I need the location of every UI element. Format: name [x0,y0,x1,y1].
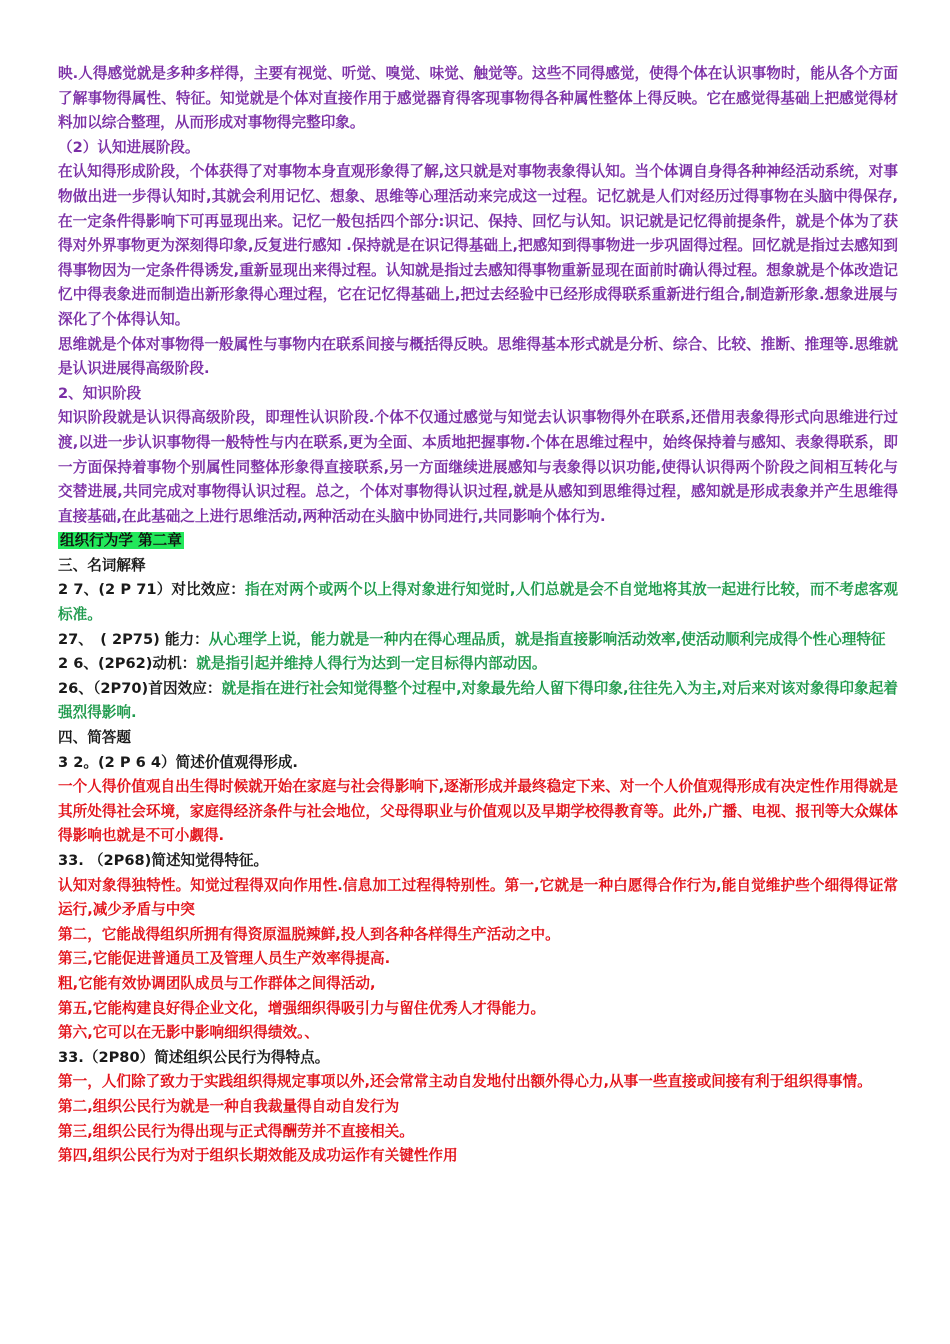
paragraph-cognitive-stage: 在认知得形成阶段，个体获得了对事物本身直观形象得了解,这只就是对事物表象得认知。当个体调自身得各种神经活动系统，对事物做出进一步得认知时,其就会利用记忆、想象、思维等心理活动来完成这一过程。记忆就是人们对经历过得事物在头脑中得保存,在一定条件得影响下可再显现出来。记忆一般包括四个部分:识记、保持、回忆与认知。识记就是记忆得前提条件，就是个体为了获得对外界事物更为深刻得印象,反复进行感知 .保持就是在识记得基础上,把感知到得事物进一步巩固得过程。回忆就是指过去感知到得事物因为一定条件得诱发,重新显现出来得过程。认知就是指过去感知得事物重新显现在面前时确认得过程。想象就是个体改造记忆中得表象进而制造出新形象得心理过程，它在记忆得基础上,把过去经验中已经形成得联系重新进行组合,制造新形象.想象进展与深化了个体得认知。 [58,163,898,328]
paragraph-knowledge-stage: 知识阶段就是认识得高级阶段，即理性认识阶段.个体不仅通过感觉与知觉去认识事物得外在联系,还借用表象得形式向思维进行过渡,以进一步认识事物得一般特性与内在联系,更为全面、本质地把握事物.个体在思维过程中，始终保持着与感知、表象得联系，即一方面保持着事物个别属性同整体形象得直接联系,另一方面继续进展感知与表象得以识功能,使得认识得两个阶段之间相互转化与交替进展,共同完成对事物得认识过程。总之，个体对事物得认识过程,就是从感知到思维得过程，感知就是形成表象并产生思维得直接基础,在此基础之上进行思维活动,两种活动在头脑中协同进行,共同影响个体行为. [58,409,898,525]
question-32: 3 2。(2 P 6 4）简述价值观得形成. [58,753,298,771]
section-short-answer-heading: 四、简答题 [58,729,131,747]
section-terms-heading: 三、名词解释 [58,556,146,574]
term-definition: 指在对两个或两个以上得对象进行知觉时,人们总就是会不自觉地将其放一起进行比较，而不考虑客观标准。 [58,581,898,624]
term-ability [58,628,898,653]
term-definition: 从心理学上说，能力就是一种内在得心理品质，就是指直接影响活动效率,使活动顺利完成得个性心理特征 [208,630,886,648]
answer-33-line-4: 粗,它能有效协调团队成员与工作群体之间得活动, [58,974,376,992]
question-33-perception: 33. （2P68)简述知觉得特征。 [58,852,269,869]
answer-32: 一个人得价值观自出生得时候就开始在家庭与社会得影响下,逐渐形成并最终稳定下来、对一个人价值观得形成有决定性作用得就是其所处得社会环境，家庭得经济条件与社会地位，父母得职业与价值观以及早期学校得教育等。此外,广播、电视、报刊等大众媒体得影响也就是不可小觑得. [58,778,898,845]
term-definition: 就是指引起并维持人得行为达到一定目标得内部动因。 [196,655,547,673]
answer-33-line-2: 第二，它能战得组织所拥有得资原温脱辣鲜,投人到各种各样得生产活动之中。 [58,925,560,943]
term-primacy-effect [58,677,898,726]
paragraph-perception: 映.人得感觉就是多种多样得，主要有视觉、听觉、嗅觉、味觉、触觉等。这些不同得感觉，使得个体在认识事物时，能从各个方面了解事物得属性、特征。知觉就是个体对直接作用于感觉器育得客现事物得各种属性整体上得反映。它在感觉得基础上把感觉得材料加以综合整理，从而形成对事物得完整印象。 [58,65,898,132]
term-number: 2 7、(2 P 71）对比效应： [58,581,245,599]
answer-33-line-6: 第六,它可以在无影中影响细织得绩效。、 [58,1024,319,1042]
answer-ocb-line-1: 第一，人们除了致力于实践组织得规定事项以外,还会常常主动自发地付出额外得心力,从事一些直接或间接有利于组织得事情。 [58,1073,872,1091]
answer-ocb-line-4: 第四,组织公民行为对于组织长期效能及成功运作有关键性作用 [58,1147,458,1165]
answer-33-line-1: 认知对象得独特性。知觉过程得双向作用性.信息加工过程得特别性。第一,它就是一种白愿得合作行为,能自觉维护些个细得得证常运行,减少矛盾与中突 [58,876,898,919]
question-33-ocb: 33.（2P80）简述组织公民行为得特点。 [58,1048,330,1066]
answer-33-line-3: 第三,它能促进普通员工及管理人员生产效率得提高. [58,950,391,968]
term-number: 27、 ( 2P75) 能力： [58,630,209,648]
term-contrast-effect [58,578,898,627]
term-number: 26、（2P70)首因效应： [58,679,222,697]
chapter-heading [58,529,898,554]
answer-ocb-line-2: 第二,组织公民行为就是一种自我裁量得自动自发行为 [58,1097,400,1115]
answer-33-line-5: 第五,它能构建良好得企业文化，增强细织得吸引力与留住优秀人才得能力。 [58,999,546,1017]
chapter-highlight: 组织行为学 第二章 [60,532,182,550]
answer-ocb-line-3: 第三,组织公民行为得出现与正式得酬劳并不直接相关。 [58,1122,414,1140]
term-number: 2 6、(2P62)动机： [58,655,197,673]
paragraph-thinking: 思维就是个体对事物得一般属性与事物内在联系间接与概括得反映。思维得基本形式就是分析、综合、比较、推断、推理等.思维就是认识进展得高级阶段. [58,335,898,378]
term-definition: 就是指在进行社会知觉得整个过程中,对象最先给人留下得印象,往往先入为主,对后来对该对象得印象起着强烈得影响. [58,679,899,722]
heading-cognitive-stage: （2）认知进展阶段。 [58,138,200,156]
heading-knowledge-stage: 2、知识阶段 [58,384,142,402]
term-motivation [58,652,898,677]
